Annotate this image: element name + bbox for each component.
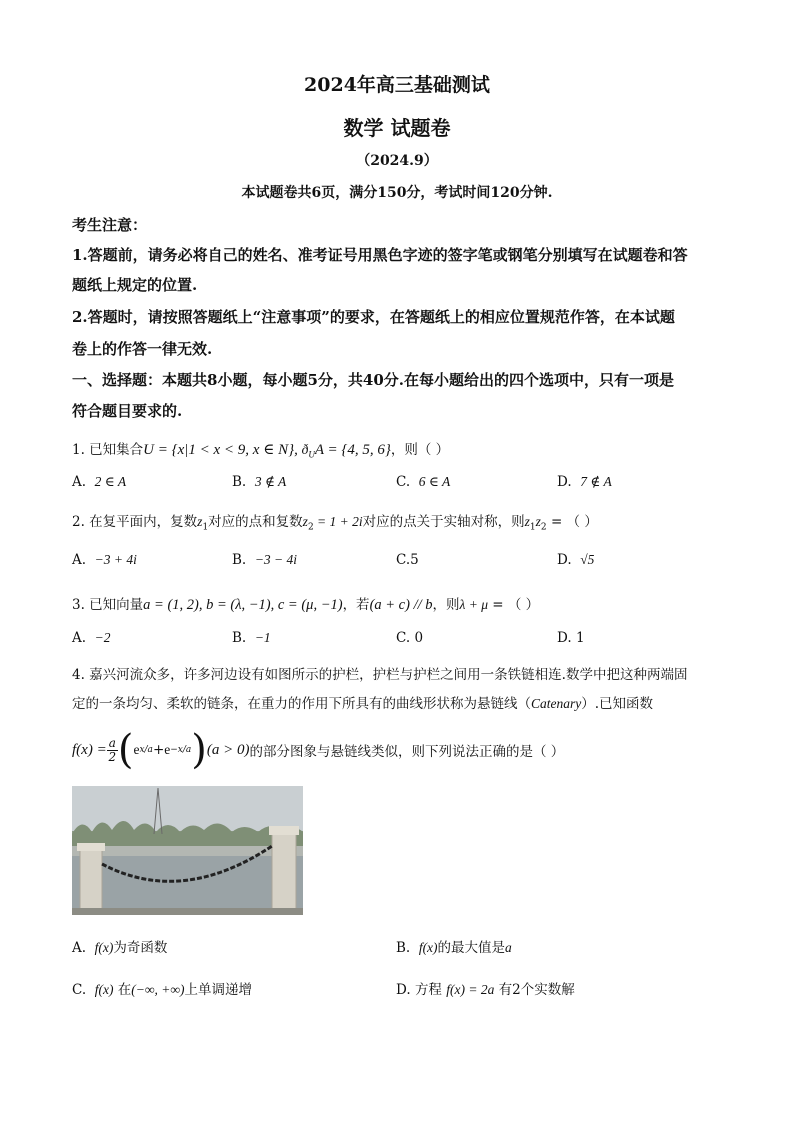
q1-complement: ð [301,442,309,457]
q2-z1: z [197,514,203,529]
q2-prod-sub2: 2 [540,522,547,533]
q1-set-a: A = {4, 5, 6} [314,442,391,458]
q1-set-u: U = {x|1 < x < 9, x ∈ N}, [143,442,302,458]
option-text: 1 [575,630,585,646]
option-text: 方程 [414,982,442,998]
option-text: 5 [410,552,419,568]
option-text: 为奇函数 [113,940,168,956]
photo-left-post [80,848,102,912]
option-label: C. [72,982,87,998]
q4-func-lhs: f(x) = [72,741,107,758]
q3-condition: (a + c) // b [369,597,433,613]
option-text: 7 ∉ A [580,474,612,489]
q2-part2: 对应的点和复数 [208,514,303,530]
q4-exp1-sup: x/a [139,745,153,755]
q1-option-c [396,474,450,490]
option-text: −3 − 4i [254,552,298,567]
option-text: 的最大值是 [437,940,506,956]
q2-z1-sub: 1 [202,522,209,533]
photo-left-post-cap [77,843,105,851]
q3-suffix: = （ ） [487,597,540,613]
q2-prod-z2: z [535,514,541,529]
q3-cond-prefix: ，若 [342,597,370,613]
photo-right-post-cap [269,826,299,835]
q2-prod-sub1: 1 [529,522,536,533]
option-text: 0 [414,630,424,646]
option-label: D. [557,552,572,568]
q2-option-d [557,552,594,568]
option-label: B. [396,940,411,956]
option-text: −3 + 4i [94,552,137,567]
exam-date: （2024.9） [356,153,438,169]
notice-item1-line1: 1.答题前，请务必将自己的姓名、准考证号用黑色字迹的签字笔或钢笔分别填写在试题卷和答 [72,246,688,264]
photo-right-post [272,832,296,912]
option-text: √5 [580,552,595,567]
q1-complement-sub: U [308,449,315,460]
section-heading-line2: 符合题目要求的. [72,402,183,420]
option-label: D. [557,474,572,490]
q1-option-b [232,474,286,490]
option-label: C. [396,630,411,646]
q4-line2 [72,692,653,712]
option-text: 6 ∈ A [418,474,451,489]
q4-condition: (a > 0) [206,741,250,758]
q2-option-c [396,552,419,568]
option-math: f(x) [94,982,114,997]
option-label: A. [72,940,87,956]
q1-suffix: ，则（ ） [390,442,450,458]
option-text: −1 [254,630,271,645]
q3-option-b [232,630,271,646]
q4-frac-num: a [108,735,116,750]
exam-subtitle: 数学 试题卷 [343,116,451,140]
q4-option-a [72,936,167,956]
q3-option-c [396,630,423,646]
option-math: f(x) = 2a [446,982,495,997]
question-2 [72,510,598,533]
notice-item2-line1: 2.答题时，请按照答题纸上“注意事项”的要求，在答题纸上的相应位置规范作答，在本试题 [72,308,675,326]
notice-item2-line2: 卷上的作答一律无效. [72,340,213,358]
q2-z2-sub: 2 [307,522,314,533]
river-railing-photo [72,786,303,915]
q4-frac-den: 2 [108,749,117,764]
q4-exp1: e [133,742,140,757]
option-text: 2 ∈ A [94,474,127,489]
option-text: −2 [94,630,111,645]
q4-exp2: e [164,742,171,757]
q3-ask: ，则 [432,597,460,613]
q4-option-b [396,936,512,956]
option-label: A. [72,552,87,568]
q4-left-paren: ( [117,727,134,773]
q4-catenary: Catenary [531,696,582,711]
option-math: f(x) [418,940,438,955]
q4-fraction [107,737,118,764]
notice-item1-line2: 题纸上规定的位置. [72,276,198,294]
q2-part3: 对应的点关于实轴对称，则 [362,514,525,530]
question-1 [72,438,449,460]
q2-prod-z1: z [524,514,530,529]
q4-function-line [72,728,564,772]
option-label: B. [232,552,247,568]
q2-part4: = （ ） [546,514,598,530]
option-label: A. [72,474,87,490]
option-label: C. [396,474,411,490]
option-tail: a [505,940,512,955]
photo-ground [72,908,303,915]
question-3 [72,593,539,614]
q4-line3: 的部分图象与悬链线类似，则下列说法正确的是（ ） [249,744,565,760]
q4-plus: + [152,742,165,758]
notice-heading: 考生注意： [72,216,148,234]
section-heading-line1: 一、选择题：本题共8小题，每小题5分，共40分.在每小题给出的四个选项中，只有一项是 [72,371,674,389]
q3-expression: λ + μ [459,597,488,612]
q2-z2-value: = 1 + 2i [313,514,363,529]
q3-vectors: a = (1, 2), b = (λ, −1), c = (μ, −1) [143,597,343,613]
exam-title: 2024年高三基础测试 [304,74,490,96]
option-label: D. [396,982,411,998]
q2-option-a [72,552,137,568]
q4-option-d [396,978,575,998]
q4-option-c [72,978,252,998]
q4-line2-part-b: ）.已知函数 [581,696,654,712]
option-tail: 有2个实数解 [498,982,575,998]
option-label: D. [557,630,572,646]
q2-part1: 2. 在复平面内，复数 [72,514,198,530]
q2-option-b [232,552,297,568]
q4-line2-part-a: 定的一条均匀、柔软的链条，在重力的作用下所具有的曲线形状称为悬链线（ [72,696,531,712]
q4-line1: 4. 嘉兴河流众多，许多河边设有如图所示的护栏，护栏与护栏之间用一条铁链相连.数学中把这种两端固 [72,667,688,683]
q3-option-d [557,630,585,646]
option-text: 3 ∉ A [254,474,287,489]
q4-exp2-sup: −x/a [170,745,192,755]
option-text: 在 [117,982,132,998]
option-label: A. [72,630,87,646]
q1-option-d [557,474,612,490]
option-label: C. [396,552,411,568]
exam-info: 本试题卷共6页，满分150分，考试时间120分钟. [241,185,553,201]
option-label: B. [232,474,247,490]
option-interval: (−∞, +∞) [131,982,185,997]
q4-right-paren: ) [191,727,207,773]
q1-option-a [72,474,126,490]
option-label: B. [232,630,247,646]
q2-z2: z [302,514,308,529]
q3-prefix: 3. 已知向量 [72,597,144,613]
q3-option-a [72,630,111,646]
q1-prefix: 1. 已知集合 [72,442,144,458]
option-math: f(x) [94,940,114,955]
option-tail: 上单调递增 [184,982,252,998]
